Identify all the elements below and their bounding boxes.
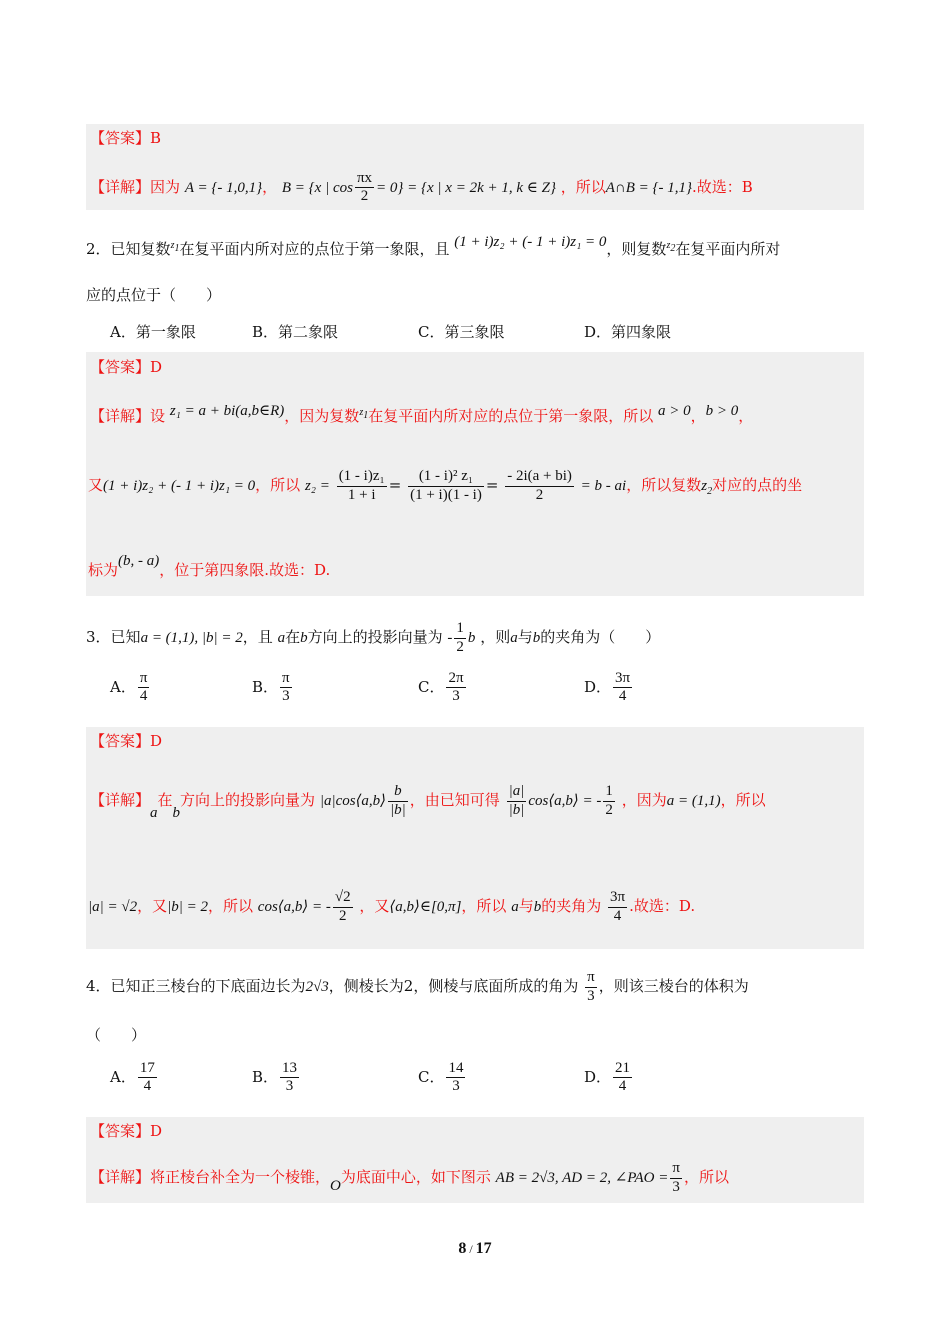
q4-option-c[interactable]: C． $\frac{14}{3}$ bbox=[418, 1060, 464, 1095]
q4-answer-line: 【答案】D bbox=[90, 1122, 163, 1140]
q2-answer-line: 【答案】D bbox=[90, 358, 163, 376]
q4-option-d[interactable]: D． $\frac{21}{4}$ bbox=[584, 1060, 631, 1095]
q3-stem: 3．已知a = (1,1), |b| = 2，且 a在b方向上的投影向量为 - $\frac{1}{2}$ b ，则a与b的夹角为（ ） bbox=[86, 620, 661, 655]
q2-stem-line2: 应的点位于（ ） bbox=[86, 286, 222, 304]
q1-detail-line: 【详解】因为 A = {- 1,0,1}， B = {x | cos $\frac{\pi x}{2}$ = 0} = {x | x = 2k + 1, k ∈ Z} ，所以A∩B = {- 1,1}.故选：B bbox=[90, 170, 753, 205]
question-number: 2． bbox=[86, 240, 111, 258]
detail-tag: 【详解】 bbox=[90, 177, 151, 196]
q4-detail-line: 【详解】将正棱台补全为一个棱锥，O为底面中心，如下图示 AB = 2√3, AD = 2, ∠PAO = $\frac{\pi}{3}$ ，所以 bbox=[90, 1160, 729, 1195]
q4-stem-line2: （ ） bbox=[86, 1026, 147, 1044]
q3-detail-line1: 【详解】a在b方向上的投影向量为 |a|cos⟨a,b⟩ $\frac{b}{|b|}$ ，由已知可得 $\frac{|a|}{|b|}$ cos⟨a,b⟩ = - $\frac{1}{2}$ ，因为a = (1,1)，所以 bbox=[90, 783, 766, 821]
q4-option-b[interactable]: B． $\frac{13}{3}$ bbox=[252, 1060, 298, 1095]
answer-value: D bbox=[150, 358, 163, 376]
q3-detail-line2: |a| = √2，又|b| = 2，所以 cos⟨a,b⟩ = - $\frac{√2}{2}$ ，又⟨a,b⟩∈[0,π]，所以 a与b的夹角为 $\frac{3\pi}{4}$ .故选：D. bbox=[88, 889, 696, 924]
q4-stem-line1: 4．已知正三棱台的下底面边长为2√3，侧棱长为2，侧棱与底面所成的角为 $\frac{\pi}{3}$ ，则该三棱台的体积为 bbox=[86, 969, 749, 1004]
answer-value: D bbox=[150, 732, 163, 750]
fraction: $\frac{\pi x}{2}$ bbox=[356, 170, 373, 205]
q2-detail-line2: 又(1 + i)z₂ + (- 1 + i)z₁ = 0，所以 z₂ = $\frac{\text{(1 - i)z₁}}{1 + i}$ = $\frac{\text{(1 - i)² z₁}}{(1 + i)(1 - i)}$ = $\frac{- 2i(a + bi)}{2}$ = b - ai，所以复数$z_2$对应的点的坐 bbox=[88, 468, 803, 503]
page-number: 8 / 17 bbox=[458, 1240, 492, 1257]
q2-option-b[interactable]: B．第二象限 bbox=[252, 323, 339, 341]
q2-detail-line3: 标为(b, - a)，位于第四象限.故选：D. bbox=[88, 553, 331, 579]
answer-tag: 【答案】 bbox=[90, 129, 151, 147]
answer-value: B bbox=[150, 129, 162, 147]
q2-stem-line1: 2．已知复数$^{z_1}$在复平面内所对应的点位于第一象限，且 (1 + i)z₂ + (- 1 + i)z₁ = 0，则复数$^{z_2}$在复平面内所对 bbox=[86, 234, 781, 258]
q3-option-a[interactable]: A． $\frac{\pi}{4}$ bbox=[110, 670, 148, 705]
q2-option-d[interactable]: D．第四象限 bbox=[584, 323, 672, 341]
answer-value: D bbox=[150, 1122, 163, 1140]
q3-option-b[interactable]: B． $\frac{\pi}{3}$ bbox=[252, 670, 290, 705]
q2-option-c[interactable]: C．第三象限 bbox=[418, 323, 505, 341]
q1-answer-line bbox=[90, 128, 161, 148]
equation: (1 + i)z₂ + (- 1 + i)z₁ = 0 bbox=[454, 234, 607, 250]
q2-option-a[interactable]: A．第一象限 bbox=[110, 323, 196, 341]
q4-option-a[interactable]: A． $\frac{17}{4}$ bbox=[110, 1060, 155, 1095]
set-a: A = {- 1,0,1} bbox=[184, 179, 263, 196]
q2-detail-line1: 【详解】设 z₁ = a + bi(a,b∈R)，因为复数$^{z_1}$在复平面内所对应的点位于第一象限，所以 a > 0，b > 0， bbox=[90, 403, 754, 425]
q3-option-d[interactable]: D． $\frac{3\pi}{4}$ bbox=[584, 670, 631, 705]
q3-answer-line: 【答案】D bbox=[90, 732, 163, 750]
intersection: A∩B = {- 1,1} bbox=[605, 179, 693, 196]
set-b: B = {x | cos bbox=[281, 179, 353, 196]
q3-option-c[interactable]: C． $\frac{2\pi}{3}$ bbox=[418, 670, 464, 705]
